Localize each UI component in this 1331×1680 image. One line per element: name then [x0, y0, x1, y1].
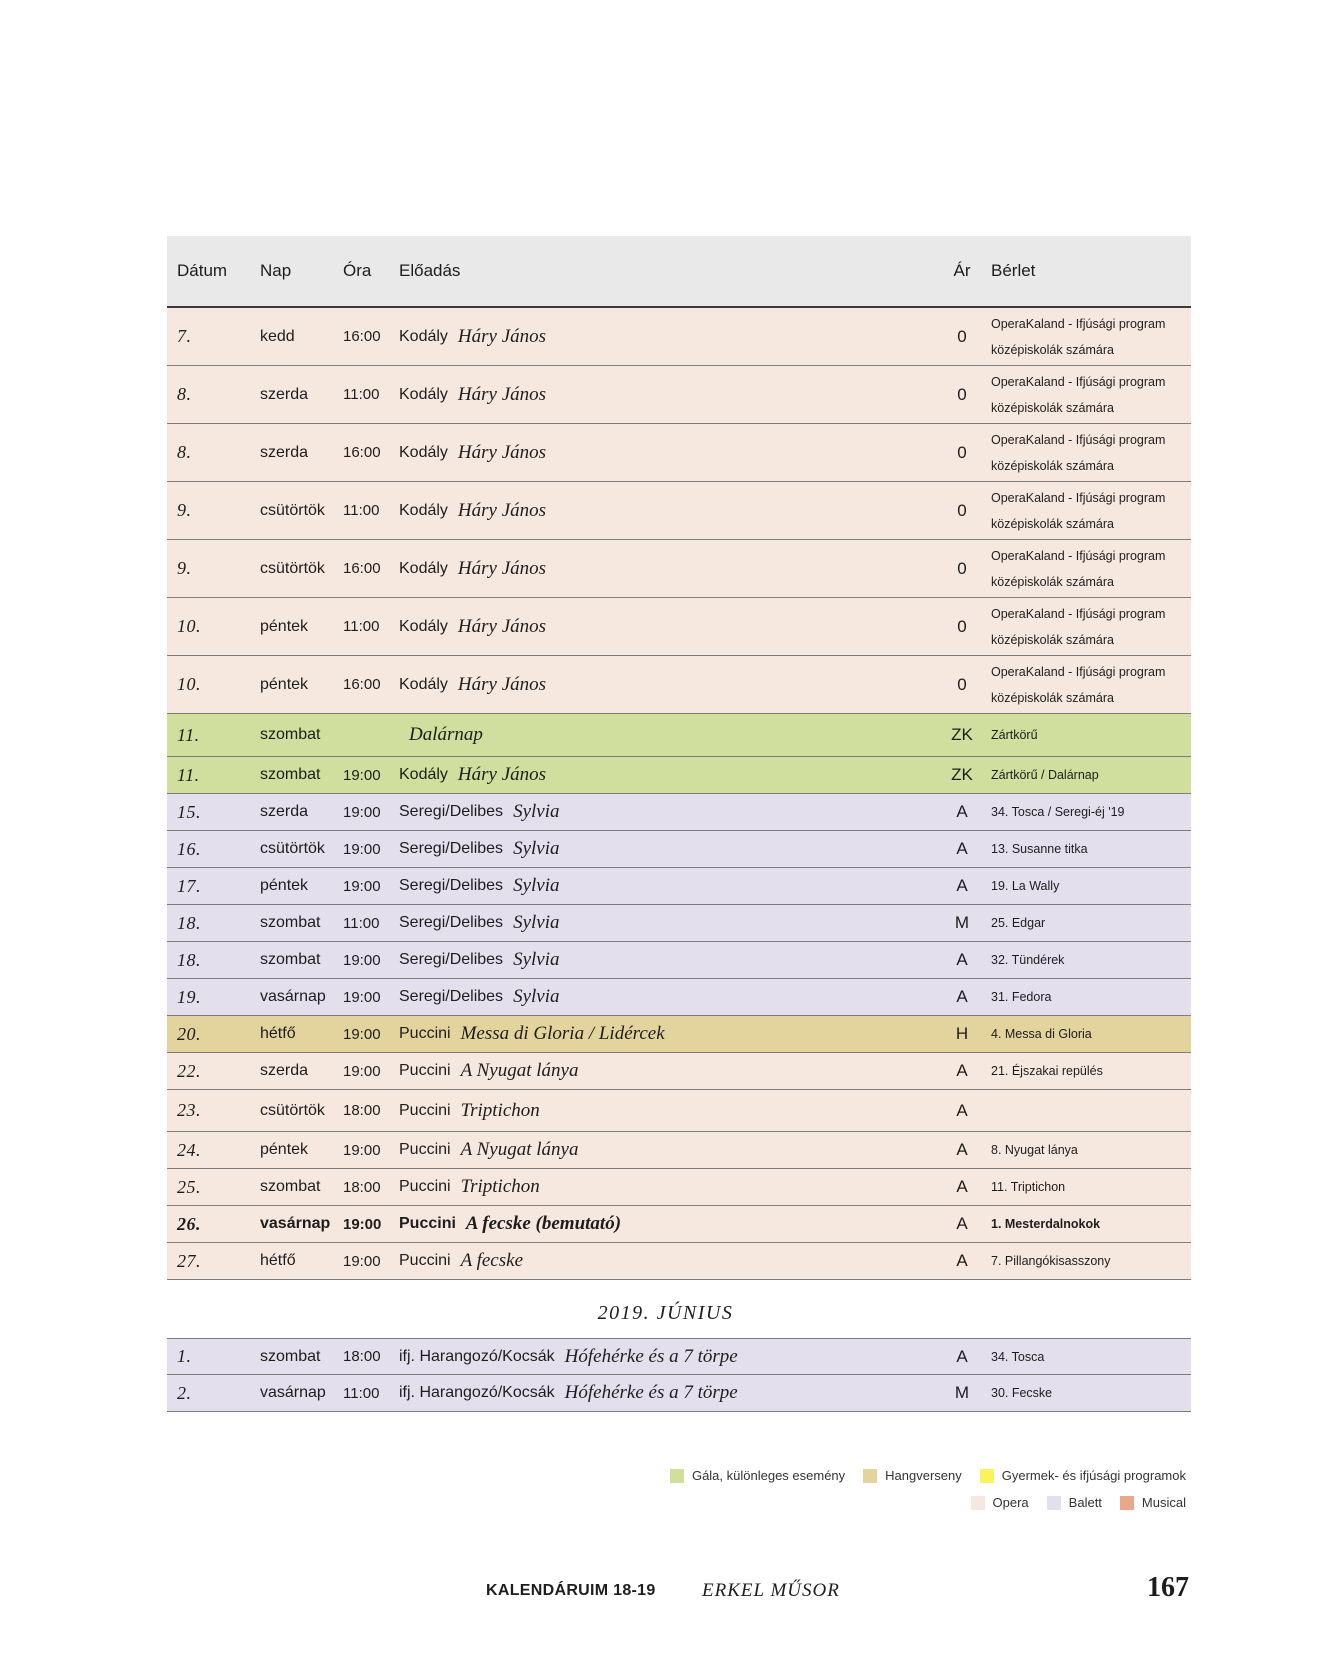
cell-time: 16:00: [343, 444, 381, 461]
cell-composer: Seregi/Delibes: [399, 951, 504, 968]
cell-performance: [399, 831, 560, 867]
cell-price: H: [955, 1024, 969, 1043]
cell-day: szombat: [260, 914, 321, 931]
subscription-line: 8. Nyugat lánya: [991, 1143, 1078, 1157]
table-row: [167, 1338, 1191, 1375]
cell-date: 22.: [177, 1060, 201, 1081]
cell-day: szerda: [260, 1062, 309, 1079]
table-row: [167, 979, 1191, 1016]
cell-date: 8.: [177, 442, 192, 462]
cell-title: Háry János: [457, 499, 547, 521]
cell-price: 0: [957, 500, 967, 520]
legend-youth-label: Gyermek- és ifjúsági programok: [1001, 1468, 1186, 1483]
cell-subscription: [991, 482, 1165, 539]
subscription-line: OperaKaland - Ifjúsági program: [991, 606, 1166, 621]
legend-youth: [980, 1468, 1186, 1483]
subscription-line: 13. Susanne titka: [991, 842, 1088, 856]
cell-time: 16:00: [343, 560, 381, 577]
cell-title: Háry János: [457, 557, 547, 579]
legend-row-2: [971, 1495, 1186, 1510]
cell-subscription: [991, 598, 1165, 655]
cell-composer: Kodály: [399, 617, 448, 635]
cell-date: 27.: [177, 1250, 201, 1271]
cell-time: 19:00: [343, 1025, 381, 1043]
cell-price: A: [956, 802, 968, 821]
cell-composer: Kodály: [399, 327, 448, 345]
cell-price: M: [954, 1383, 970, 1402]
cell-title: A Nyugat lánya: [460, 1060, 579, 1081]
header-time: Óra: [343, 261, 372, 280]
cell-day: szerda: [260, 803, 309, 820]
table-row: [167, 1169, 1191, 1206]
subscription-line-2: középiskolák számára: [991, 632, 1114, 647]
cell-title: Sylvia: [513, 838, 560, 859]
subscription-line: 34. Tosca / Seregi-éj '19: [991, 805, 1125, 819]
cell-time: 16:00: [343, 328, 381, 345]
cell-day: szombat: [260, 726, 321, 743]
table-row: [167, 366, 1191, 424]
cell-price: 0: [957, 384, 967, 404]
subscription-line-2: középiskolák számára: [991, 516, 1114, 531]
cell-performance: [399, 424, 546, 481]
cell-time: 19:00: [343, 1062, 381, 1080]
cell-subscription: [991, 656, 1165, 713]
cell-title: Triptichon: [460, 1099, 540, 1121]
cell-performance: [399, 1132, 578, 1168]
legend-opera-label: Opera: [992, 1495, 1029, 1510]
cell-subscription: [991, 831, 1088, 867]
page-footer: [0, 1570, 1331, 1610]
cell-composer: Kodály: [399, 501, 448, 519]
cell-performance: [399, 757, 546, 793]
cell-composer: Kodály: [399, 559, 448, 577]
cell-performance: [399, 905, 560, 941]
cell-day: csütörtök: [260, 501, 325, 519]
cell-composer: Seregi/Delibes: [399, 803, 504, 820]
cell-date: 20.: [177, 1023, 201, 1044]
cell-time: 11:00: [343, 618, 380, 635]
table-row: [167, 714, 1191, 757]
table-row: [167, 482, 1191, 540]
cell-price: ZK: [951, 765, 973, 784]
header-date: Dátum: [177, 261, 228, 280]
cell-title: Sylvia: [513, 912, 560, 933]
cell-title: Háry János: [457, 441, 547, 463]
table-row: [167, 794, 1191, 831]
subscription-line: OperaKaland - Ifjúsági program: [991, 316, 1166, 331]
legend-gala-label: Gála, különleges esemény: [691, 1468, 846, 1483]
subscription-line: OperaKaland - Ifjúsági program: [991, 374, 1166, 389]
cell-composer: Puccini: [399, 1215, 456, 1232]
cell-performance: [399, 540, 546, 597]
cell-composer: Puccini: [399, 1025, 451, 1042]
cell-date: 10.: [177, 674, 201, 694]
cell-date: 18.: [177, 949, 201, 970]
legend-gala: [670, 1468, 845, 1483]
subscription-line: 34. Tosca: [991, 1349, 1045, 1364]
cell-subscription: [991, 757, 1099, 793]
subscription-line: 19. La Wally: [991, 879, 1060, 893]
cell-day: szerda: [260, 385, 309, 403]
table-row: [167, 1090, 1191, 1132]
cell-time: 19:00: [343, 1215, 382, 1233]
cell-time: 18:00: [343, 1178, 381, 1196]
cell-performance: [399, 366, 546, 423]
subscription-line: 11. Triptichon: [991, 1180, 1066, 1194]
cell-price: A: [956, 1251, 968, 1270]
cell-price: M: [954, 913, 970, 932]
cell-price: A: [956, 950, 968, 969]
cell-subscription: [991, 794, 1124, 830]
legend-concert: [863, 1468, 962, 1483]
cell-date: 23.: [177, 1100, 201, 1120]
cell-time: 11:00: [343, 1384, 380, 1402]
subscription-line: 1. Mesterdalnokok: [991, 1217, 1101, 1231]
subscription-line: OperaKaland - Ifjúsági program: [991, 548, 1166, 563]
cell-date: 24.: [177, 1139, 201, 1160]
cell-performance: [399, 308, 546, 365]
cell-subscription: [991, 308, 1165, 365]
subscription-line: OperaKaland - Ifjúsági program: [991, 432, 1166, 447]
header-subscription: Bérlet: [991, 261, 1036, 280]
table-row: [167, 598, 1191, 656]
cell-time: 19:00: [343, 766, 381, 784]
cell-day: szombat: [260, 1347, 321, 1365]
cell-subscription: [991, 868, 1059, 904]
table-body: [167, 308, 1191, 1280]
table-row: [167, 831, 1191, 868]
cell-price: A: [956, 1100, 968, 1120]
cell-subscription: [991, 714, 1038, 756]
cell-performance: [399, 1090, 540, 1131]
cell-subscription: [991, 1132, 1078, 1168]
cell-price: 0: [957, 558, 967, 578]
cell-performance: [399, 1206, 621, 1242]
cell-date: 1.: [177, 1346, 192, 1366]
cell-title: Hófehérke és a 7 törpe: [564, 1382, 738, 1403]
legend-ballet: [1047, 1495, 1102, 1510]
cell-subscription: [991, 1339, 1044, 1374]
cell-subscription: [991, 979, 1051, 1015]
cell-date: 7.: [177, 326, 192, 346]
cell-date: 25.: [177, 1176, 201, 1197]
cell-price: 0: [957, 326, 967, 346]
subscription-line: 30. Fecske: [991, 1386, 1053, 1400]
cell-date: 2.: [177, 1382, 192, 1403]
cell-date: 10.: [177, 616, 201, 636]
table-row: [167, 308, 1191, 366]
table-row: [167, 656, 1191, 714]
cell-time: 19:00: [343, 840, 381, 858]
cell-title: Háry János: [457, 383, 547, 405]
cell-composer: Seregi/Delibes: [399, 988, 504, 1005]
cell-day: kedd: [260, 327, 295, 345]
cell-performance: [399, 598, 546, 655]
cell-performance: [399, 794, 560, 830]
subscription-line: 25. Edgar: [991, 916, 1046, 930]
cell-composer: Puccini: [399, 1252, 451, 1269]
table-row: [167, 1375, 1191, 1412]
cell-subscription: [991, 1243, 1111, 1279]
cell-day: csütörtök: [260, 559, 325, 577]
cell-title: A fecske (bemutató): [465, 1213, 622, 1234]
cell-composer: Puccini: [399, 1178, 451, 1195]
cell-performance: [399, 979, 560, 1015]
cell-time: 19:00: [343, 988, 381, 1006]
cell-price: A: [956, 1346, 968, 1366]
cell-subscription: [991, 1169, 1065, 1205]
cell-composer: Kodály: [399, 675, 448, 693]
table-row: [167, 424, 1191, 482]
cell-time: 11:00: [343, 914, 380, 932]
table-row: [167, 1206, 1191, 1243]
cell-performance: [399, 1169, 540, 1205]
subscription-line: 31. Fedora: [991, 990, 1052, 1004]
cell-title: Háry János: [457, 615, 547, 637]
cell-price: A: [956, 1140, 968, 1159]
cell-price: A: [956, 987, 968, 1006]
legend-row-1: [670, 1468, 1186, 1483]
cell-day: csütörtök: [260, 840, 325, 857]
swatch-gala: [670, 1469, 684, 1483]
cell-performance: [399, 656, 546, 713]
table-row: [167, 1053, 1191, 1090]
june-schedule-table: [167, 1338, 1191, 1412]
cell-title: Triptichon: [460, 1176, 540, 1197]
cell-subscription: [991, 1053, 1103, 1089]
legend-concert-label: Hangverseny: [885, 1468, 962, 1483]
legend-musical: [1120, 1495, 1186, 1510]
cell-time: 19:00: [343, 1141, 381, 1159]
swatch-youth: [980, 1469, 994, 1483]
cell-price: A: [956, 1214, 968, 1233]
cell-subscription: [991, 1206, 1100, 1242]
cell-title: Sylvia: [513, 949, 560, 970]
header-day: Nap: [260, 261, 292, 280]
cell-title: A Nyugat lánya: [460, 1139, 579, 1160]
cell-composer: Seregi/Delibes: [399, 914, 504, 931]
legend-musical-label: Musical: [1141, 1495, 1186, 1510]
cell-day: szerda: [260, 443, 309, 461]
cell-price: 0: [957, 616, 967, 636]
table-row: [167, 942, 1191, 979]
cell-composer: Puccini: [399, 1101, 451, 1119]
cell-date: 18.: [177, 912, 201, 933]
cell-performance: [399, 1243, 523, 1279]
subscription-line-2: középiskolák számára: [991, 574, 1114, 589]
cell-composer: Seregi/Delibes: [399, 840, 504, 857]
cell-subscription: [991, 366, 1165, 423]
table-row: [167, 1132, 1191, 1169]
cell-performance: [399, 1053, 578, 1089]
cell-date: 11.: [177, 724, 200, 745]
legend-ballet-label: Balett: [1068, 1495, 1102, 1510]
cell-price: ZK: [951, 725, 973, 744]
cell-date: 8.: [177, 384, 192, 404]
subscription-line: OperaKaland - Ifjúsági program: [991, 490, 1166, 505]
cell-subscription: [991, 424, 1165, 481]
subscription-line: 4. Messa di Gloria: [991, 1027, 1092, 1041]
subscription-line: 21. Éjszakai repülés: [991, 1064, 1103, 1078]
cell-date: 19.: [177, 986, 201, 1007]
cell-title: Messa di Gloria / Lidércek: [460, 1023, 665, 1044]
cell-subscription: [991, 905, 1045, 941]
june-heading: 2019. JÚNIUS: [597, 1302, 734, 1324]
cell-performance: [399, 942, 560, 978]
cell-title: Sylvia: [513, 875, 560, 896]
cell-time: 11:00: [343, 502, 380, 519]
cell-title: Hófehérke és a 7 törpe: [564, 1345, 738, 1367]
cell-subscription: [991, 1016, 1092, 1052]
cell-composer: Kodály: [399, 443, 448, 461]
cell-title: Sylvia: [513, 986, 560, 1007]
cell-date: 9.: [177, 500, 192, 520]
footer-brand: KALENDÁRUIM 18-19: [486, 1582, 656, 1599]
cell-subscription: [991, 942, 1064, 978]
table-header: [167, 236, 1191, 308]
footer-section: ERKEL MŰSOR: [702, 1580, 840, 1601]
cell-day: szombat: [260, 1178, 321, 1195]
cell-title: Háry János: [457, 673, 547, 695]
subscription-line: Zártkörű: [991, 728, 1038, 742]
cell-price: A: [956, 876, 968, 895]
cell-price: 0: [957, 674, 967, 694]
cell-composer: ifj. Harangozó/Kocsák: [399, 1384, 555, 1401]
schedule-table: [167, 236, 1191, 1280]
cell-date: 26.: [177, 1213, 201, 1234]
swatch-opera: [971, 1496, 985, 1510]
cell-performance: [399, 1375, 738, 1411]
cell-date: 9.: [177, 558, 192, 578]
table-row: [167, 540, 1191, 598]
table-row: [167, 905, 1191, 942]
cell-day: péntek: [260, 877, 309, 894]
cell-day: hétfő: [260, 1025, 296, 1042]
cell-date: 17.: [177, 875, 201, 896]
cell-composer: Kodály: [399, 766, 448, 783]
cell-time: 19:00: [343, 951, 381, 969]
cell-title: Háry János: [457, 325, 547, 347]
cell-time: 19:00: [343, 877, 381, 895]
cell-time: 16:00: [343, 676, 381, 693]
subscription-line-2: középiskolák számára: [991, 400, 1114, 415]
cell-time: 19:00: [343, 1252, 381, 1270]
cell-time: 18:00: [343, 1348, 381, 1365]
subscription-line: 7. Pillangókisasszony: [991, 1254, 1111, 1268]
subscription-line-2: középiskolák számára: [991, 690, 1114, 705]
cell-subscription: [991, 1375, 1052, 1411]
swatch-musical: [1120, 1496, 1134, 1510]
table-row: [167, 868, 1191, 905]
cell-price: 0: [957, 442, 967, 462]
cell-day: szombat: [260, 951, 321, 968]
header-performance: Előadás: [399, 261, 461, 280]
cell-performance: [399, 1339, 738, 1374]
subscription-line-2: középiskolák számára: [991, 458, 1114, 473]
cell-day: csütörtök: [260, 1101, 325, 1119]
cell-composer: Puccini: [399, 1062, 451, 1079]
cell-title: A fecske: [460, 1250, 523, 1271]
cell-time: 19:00: [343, 803, 381, 821]
cell-composer: Puccini: [399, 1141, 451, 1158]
cell-composer: Kodály: [399, 385, 448, 403]
cell-composer: ifj. Harangozó/Kocsák: [399, 1347, 555, 1365]
cell-performance: [399, 482, 546, 539]
cell-day: vasárnap: [260, 988, 326, 1005]
cell-title: Dalárnap: [409, 724, 483, 745]
cell-performance: [399, 868, 560, 904]
table-row: [167, 1243, 1191, 1280]
table-row: [167, 757, 1191, 794]
cell-performance: [399, 714, 483, 756]
swatch-ballet: [1047, 1496, 1061, 1510]
subscription-line-2: középiskolák számára: [991, 342, 1114, 357]
cell-day: vasárnap: [260, 1384, 326, 1401]
cell-composer: Seregi/Delibes: [399, 877, 504, 894]
legend-opera: [971, 1495, 1029, 1510]
cell-date: 15.: [177, 801, 201, 822]
subscription-line: OperaKaland - Ifjúsági program: [991, 664, 1166, 679]
swatch-concert: [863, 1469, 877, 1483]
cell-time: 11:00: [343, 386, 380, 403]
cell-performance: [399, 1016, 665, 1052]
june-table-body: [167, 1338, 1191, 1412]
cell-day: péntek: [260, 675, 309, 693]
table-row: [167, 1016, 1191, 1053]
cell-day: vasárnap: [260, 1215, 331, 1232]
cell-price: A: [956, 1061, 968, 1080]
subscription-line: Zártkörű / Dalárnap: [991, 768, 1099, 782]
subscription-line: 32. Tündérek: [991, 953, 1065, 967]
cell-date: 16.: [177, 838, 201, 859]
cell-time: 18:00: [343, 1102, 381, 1119]
cell-day: hétfő: [260, 1252, 296, 1269]
cell-date: 11.: [177, 764, 200, 785]
cell-price: A: [956, 839, 968, 858]
cell-price: A: [956, 1177, 968, 1196]
page-number: 167: [1147, 1572, 1189, 1603]
cell-day: péntek: [260, 1141, 309, 1158]
cell-title: Sylvia: [513, 801, 560, 822]
cell-day: péntek: [260, 617, 309, 635]
header-price: Ár: [953, 261, 971, 280]
cell-subscription: [991, 540, 1165, 597]
cell-day: szombat: [260, 766, 321, 783]
cell-title: Háry János: [457, 764, 547, 785]
